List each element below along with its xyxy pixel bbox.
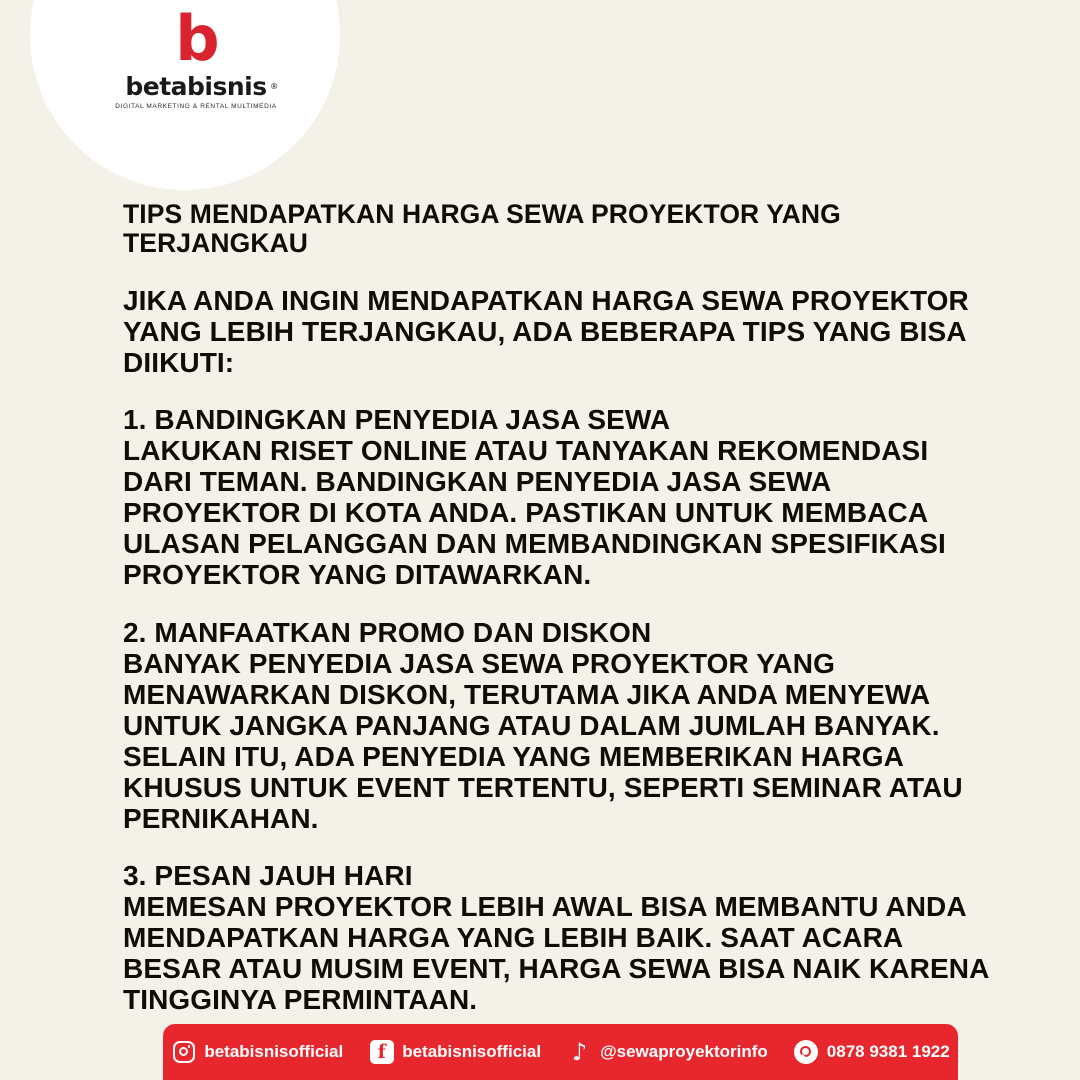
contact-footer-bar — [163, 1024, 958, 1080]
tip-body: BANYAK PENYEDIA JASA SEWA PROYEKTOR YANG MENAWARKAN DISKON, TERUTAMA JIKA ANDA MENYEWA UNTUK JANGKA PANJANG ATAU DALAM JUMLAH BANYAK. SELAIN ITU, ADA PENYEDIA YANG MEMBERIKAN HARGA KHUSUS UNTUK EVENT TERTENTU, SEPERTI SEMINAR ATAU PERNIKAHAN. — [123, 647, 963, 834]
contact-instagram[interactable] — [171, 1040, 343, 1065]
logo-tagline: DIGITAL MARKETING & RENTAL MULTIMEDIA — [115, 103, 277, 110]
instagram-icon — [171, 1040, 196, 1065]
logo-wordmark-text: betabisnis — [125, 72, 267, 101]
facebook-icon: f — [369, 1040, 394, 1065]
tip-title: 1. BANDINGKAN PENYEDIA JASA SEWA — [123, 404, 671, 436]
contact-facebook-label: betabisnisofficial — [402, 1042, 542, 1061]
tiktok-icon: ♪ — [571, 1038, 588, 1066]
tip-item-2 — [123, 617, 1003, 835]
tip-body: MEMESAN PROYEKTOR LEBIH AWAL BISA MEMBANTU ANDA MENDAPATKAN HARGA YANG LEBIH BAIK. SAAT ACARA BESAR ATAU MUSIM EVENT, HARGA SEWA BISA NAIK KARENA TINGGINYA PERMINTAAN. — [123, 891, 989, 1016]
intro-block — [123, 285, 1003, 378]
logo-mark-icon: b — [175, 2, 217, 75]
tip-title: 2. MANFAATKAN PROMO DAN DISKON — [123, 616, 652, 648]
contact-tiktok-label: @sewaproyektorinfo — [600, 1042, 768, 1061]
contact-whatsapp-label: 0878 9381 1922 — [826, 1042, 950, 1061]
registered-mark: ® — [270, 82, 278, 91]
contact-whatsapp[interactable] — [794, 1040, 950, 1065]
heading-block — [123, 200, 1003, 259]
tip-item-3 — [123, 860, 1003, 1015]
contact-facebook[interactable] — [369, 1040, 541, 1065]
contact-tiktok[interactable] — [567, 1040, 768, 1065]
whatsapp-icon — [794, 1040, 819, 1065]
page-title: TIPS MENDAPATKAN HARGA SEWA PROYEKTOR YANG TERJANGKAU — [123, 199, 841, 259]
intro-paragraph: JIKA ANDA INGIN MENDAPATKAN HARGA SEWA PROYEKTOR YANG LEBIH TERJANGKAU, ADA BEBERAPA TIPS YANG BISA DIIKUTI: — [123, 284, 969, 378]
tip-body: LAKUKAN RISET ONLINE ATAU TANYAKAN REKOMENDASI DARI TEMAN. BANDINGKAN PENYEDIA JASA SEWA PROYEKTOR DI KOTA ANDA. PASTIKAN UNTUK MEMBACA ULASAN PELANGGAN DAN MEMBANDINGKAN SPESIFIKASI PROYEKTOR YANG DITAWARKAN. — [123, 435, 946, 591]
brand-logo — [96, 2, 296, 118]
tip-title: 3. PESAN JAUH HARI — [123, 860, 413, 892]
tip-item-1 — [123, 404, 1003, 590]
logo-wordmark — [125, 72, 278, 101]
poster-content — [123, 200, 1003, 1015]
contact-instagram-label: betabisnisofficial — [204, 1042, 344, 1061]
